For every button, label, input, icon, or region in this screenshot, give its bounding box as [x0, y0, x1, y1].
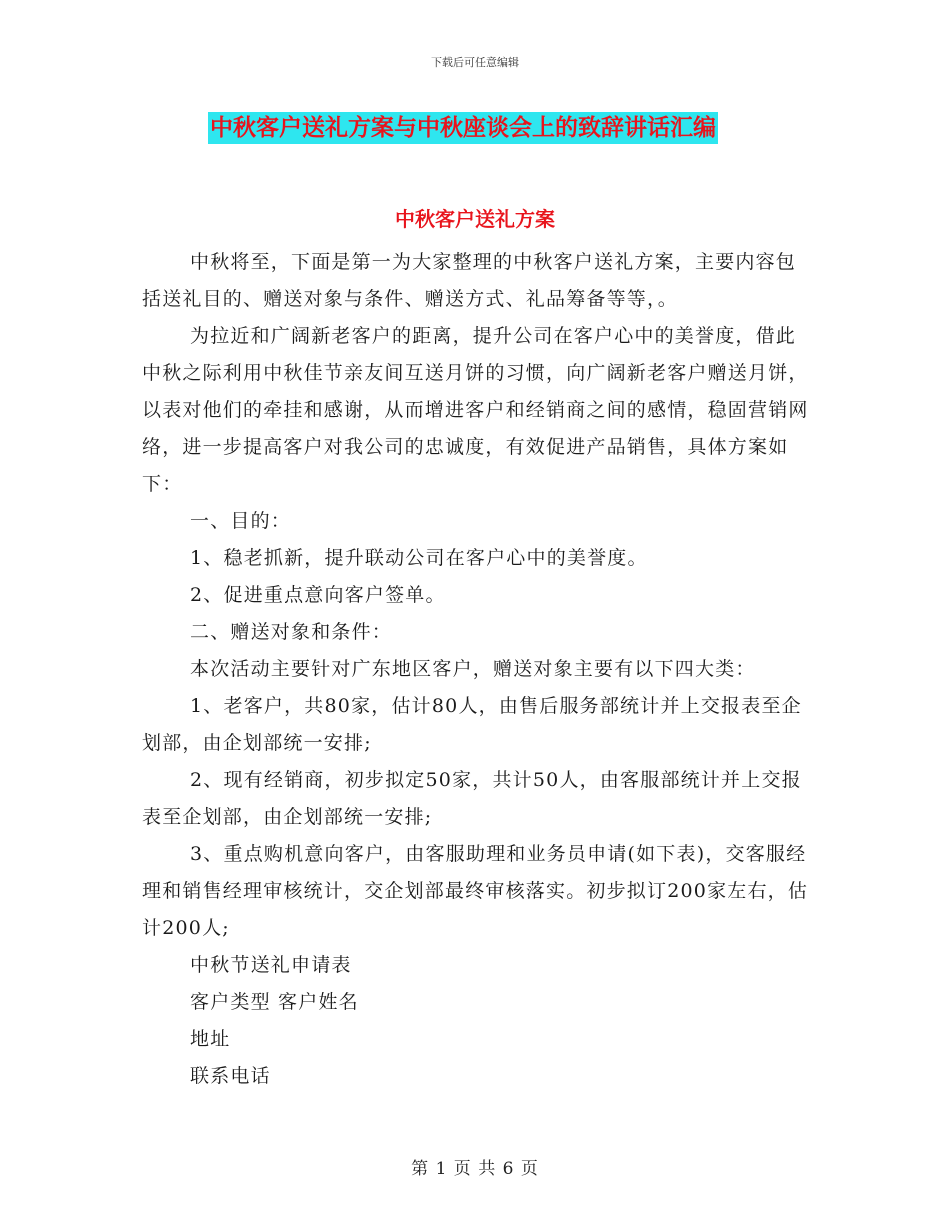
header-note: 下载后可任意编辑 [431, 56, 519, 69]
table-line-address: 地址 [190, 1028, 231, 1050]
list-item-goal-2: 2、促进重点意向客户签单。 [190, 584, 446, 606]
body-text [142, 244, 810, 1095]
paragraph-purpose: 为拉近和广阔新老客户的距离，提升公司在客户心中的美誉度，借此中秋之际利用中秋佳节亲友间互送月饼的习惯，向广阔新老客户赠送月饼，以表对他们的牵挂和感谢，从而增进客户和经销商之间的感情，稳固营销网络，进一步提高客户对我公司的忠诚度，有效促进产品销售，具体方案如下： [142, 325, 809, 495]
paragraph-recipients-intro: 本次活动主要针对广东地区客户，赠送对象主要有以下四大类： [190, 658, 756, 680]
section-title: 中秋客户送礼方案 [395, 207, 555, 231]
list-item-recipient-1: 1、老客户，共80家，估计80人，由售后服务部统计并上交报表至企划部，由企划部统一安排; [142, 695, 802, 754]
table-line-phone: 联系电话 [190, 1065, 271, 1087]
page-footer: 第 1 页 共 6 页 [411, 1159, 539, 1179]
paragraph-intro: 中秋将至，下面是第一为大家整理的中秋客户送礼方案，主要内容包括送礼目的、赠送对象与条件、赠送方式、礼品筹备等等，。 [142, 251, 797, 310]
document-title: 中秋客户送礼方案与中秋座谈会上的致辞讲话汇编 [208, 112, 718, 144]
list-item-goal-1: 1、稳老抓新，提升联动公司在客户心中的美誉度。 [190, 547, 648, 569]
table-line-type-name: 客户类型 客户姓名 [190, 991, 359, 1013]
list-item-recipient-3: 3、重点购机意向客户，由客服助理和业务员申请(如下表)，交客服经理和销售经理审核统计，交企划部最终审核落实。初步拟订200家左右，估计200人; [142, 843, 809, 939]
table-title: 中秋节送礼申请表 [190, 954, 352, 976]
heading-recipients: 二、赠送对象和条件： [190, 621, 393, 643]
heading-goal: 一、目的： [190, 510, 292, 532]
list-item-recipient-2: 2、现有经销商，初步拟定50家，共计50人，由客服部统计并上交报表至企划部，由企划部统一安排; [142, 769, 802, 828]
